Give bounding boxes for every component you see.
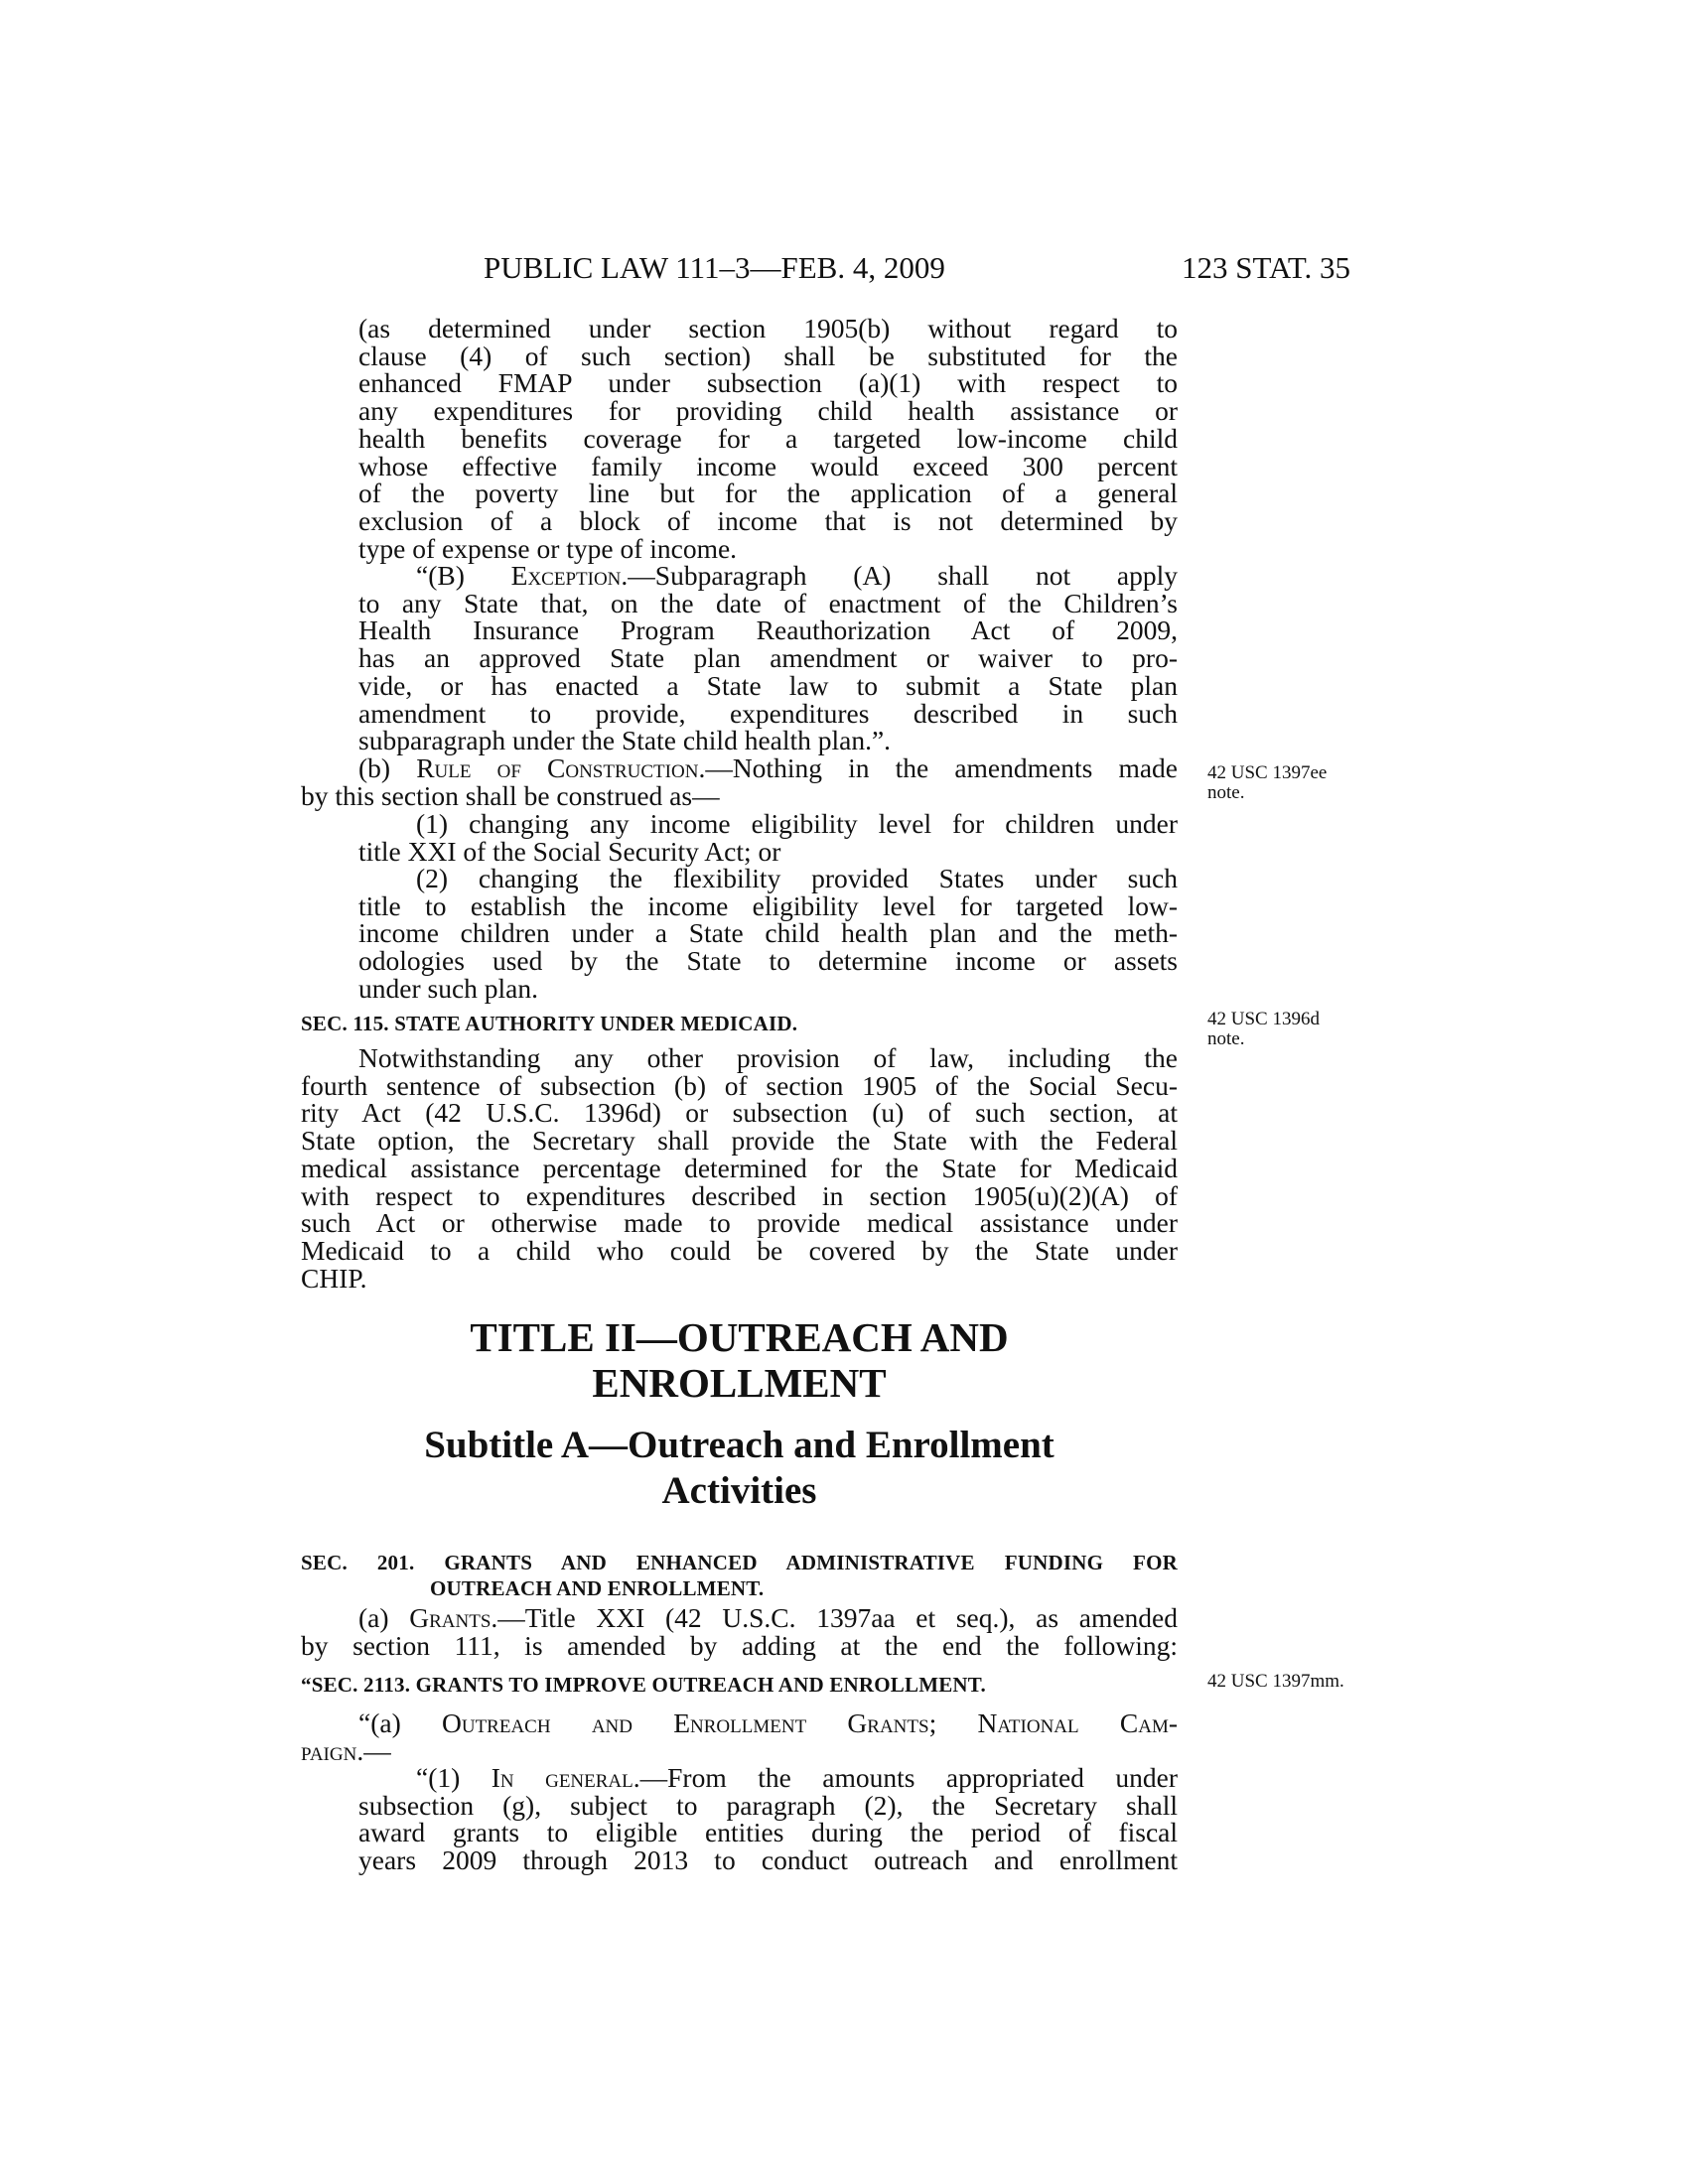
text-line: Health Insurance Program Reauthorization Act of 2009, <box>358 614 1178 646</box>
text-line: with respect to expenditures described in section 1905(u)(2)(A) of <box>301 1179 1178 1211</box>
text-line: type of expense or type of income. <box>358 532 738 564</box>
subsection-a-outreach-grants <box>301 1709 1178 1764</box>
page-number-stat: 123 STAT. 35 <box>1182 250 1351 285</box>
subtitle-line: Subtitle A—Outreach and Enrollment <box>424 1424 1055 1466</box>
text-line <box>358 562 1178 590</box>
subtitle-heading <box>301 1423 1178 1514</box>
text-line: health benefits coverage for a targeted low-income child <box>358 422 1178 454</box>
subsection-b-rule-of-construction <box>301 754 1178 809</box>
text-line: such Act or otherwise made to provide medical assistance under <box>301 1207 1178 1239</box>
title-heading <box>301 1314 1178 1406</box>
section-heading-line: OUTREACH AND ENROLLMENT. <box>430 1576 765 1600</box>
text-line: by section 111, is amended by adding at the end the following: <box>301 1629 1178 1661</box>
text-line: rity Act (42 U.S.C. 1396d) or subsection (u) of such section, at <box>301 1097 1178 1129</box>
section-115-body <box>301 1044 1178 1292</box>
margin-note-line: 42 USC 1397ee <box>1207 762 1328 783</box>
text-line: Medicaid to a child who could be covered by the State under <box>301 1234 1178 1266</box>
subsection-a-grants <box>301 1604 1178 1659</box>
text-line: (as determined under section 1905(b) without regard to <box>358 313 1178 343</box>
text-line: subparagraph under the State child health plan.”. <box>358 725 892 756</box>
margin-note-1396d <box>1207 1010 1320 1049</box>
text-line: (2) changing the flexibility provided States under such <box>416 863 1178 893</box>
margin-note-1397ee <box>1207 763 1327 803</box>
text-line <box>301 1604 1178 1632</box>
text-line: under such plan. <box>358 972 538 1004</box>
text-line: title XXI of the Social Security Act; or <box>358 835 781 867</box>
subtitle-line: Activities <box>661 1469 817 1512</box>
text-line: income children under a State child health plan and the meth- <box>358 917 1178 949</box>
text-run: .—Nothing in the amendments made <box>698 752 1178 783</box>
paragraph-a-continuation <box>301 315 1178 562</box>
text-line: by this section shall be construed as— <box>301 779 720 811</box>
title-line: TITLE II—OUTREACH AND <box>470 1314 1009 1360</box>
section-2113-heading-wrap <box>301 1672 1178 1700</box>
text-line: CHIP. <box>301 1262 367 1294</box>
margin-note-line: 42 USC 1397mm. <box>1207 1671 1344 1692</box>
text-line: exclusion of a block of income that is not determined by <box>358 504 1178 536</box>
paragraph-label: “(1) <box>416 1762 492 1793</box>
section-201-heading <box>301 1550 1178 1601</box>
paragraph-label: “(B) <box>416 560 511 591</box>
running-header-left: PUBLIC LAW 111–3—FEB. 4, 2009 <box>484 250 945 285</box>
text-line: years 2009 through 2013 to conduct outreach and enrollment <box>358 1844 1178 1876</box>
text-run: .—From the amounts appropriated under <box>633 1762 1178 1793</box>
paragraph-b-exception <box>301 562 1178 754</box>
section-heading: “SEC. 2113. GRANTS TO IMPROVE OUTREACH AND ENROLLMENT. <box>301 1673 986 1697</box>
text-line: odologies used by the State to determine income or assets <box>358 945 1178 977</box>
text-line: has an approved State plan amendment or waiver to pro- <box>358 642 1178 674</box>
text-line <box>301 1734 1178 1766</box>
subsection-label: (b) <box>358 752 417 783</box>
text-line: vide, or has enacted a State law to submit a State plan <box>358 669 1178 701</box>
paragraph-caption: In general <box>491 1762 633 1793</box>
subsection-caption: Grants <box>409 1602 492 1633</box>
text-line <box>301 754 1178 782</box>
text-line: enhanced FMAP under subsection (a)(1) with respect to <box>358 367 1178 399</box>
text-line: award grants to eligible entities during the period of fiscal <box>358 1817 1178 1848</box>
text-line: fourth sentence of subsection (b) of section 1905 of the Social Secu- <box>301 1069 1178 1101</box>
clause-2 <box>301 865 1178 1003</box>
text-line: Notwithstanding any other provision of law, including the <box>358 1042 1178 1073</box>
text-run: .—Subparagraph (A) shall not apply <box>621 560 1178 591</box>
subsection-label: “(a) <box>358 1707 442 1738</box>
subsection-caption: paign <box>301 1734 357 1766</box>
text-line: any expenditures for providing child health assistance or <box>358 395 1178 427</box>
text-line: of the poverty line but for the application of a general <box>358 478 1178 509</box>
subsection-caption: Outreach and Enrollment Grants; National Cam- <box>441 1707 1178 1738</box>
subsection-caption: Rule of Construction <box>416 752 699 783</box>
margin-note-line: note. <box>1207 1028 1245 1049</box>
text-line: clause (4) of such section) shall be substituted for the <box>358 340 1178 371</box>
text-line: amendment to provide, expenditures described in such <box>358 697 1178 729</box>
text-line: to any State that, on the date of enactment of the Children’s <box>358 587 1178 618</box>
title-line: ENROLLMENT <box>592 1360 887 1406</box>
text-line <box>301 1709 1178 1737</box>
margin-note-line: note. <box>1207 782 1245 803</box>
text-line: medical assistance percentage determined for the State for Medicaid <box>301 1152 1178 1183</box>
paragraph-caption: Exception <box>510 560 622 591</box>
section-heading: SEC. 115. STATE AUTHORITY UNDER MEDICAID. <box>301 1012 798 1035</box>
text-line: (1) changing any income eligibility level for children under <box>416 808 1178 839</box>
text-line: subsection (g), subject to paragraph (2), the Secretary shall <box>358 1789 1178 1821</box>
paragraph-1-in-general <box>301 1764 1178 1874</box>
margin-note-1397mm <box>1207 1672 1344 1692</box>
text-line: title to establish the income eligibility level for targeted low- <box>358 889 1178 921</box>
text-line: whose effective family income would exceed 300 percent <box>358 450 1178 481</box>
margin-note-line: 42 USC 1396d <box>1207 1009 1320 1029</box>
clause-1 <box>301 810 1178 865</box>
text-run: .— <box>356 1734 391 1766</box>
text-line <box>358 1764 1178 1792</box>
text-line: State option, the Secretary shall provide the State with the Federal <box>301 1125 1178 1157</box>
section-heading-line: SEC. 201. GRANTS AND ENHANCED ADMINISTRATIVE FUNDING FOR <box>301 1551 1178 1574</box>
section-115-heading-wrap <box>301 1011 1178 1038</box>
text-run: .—Title XXI (42 U.S.C. 1397aa et seq.), as amended <box>491 1602 1178 1633</box>
subsection-label: (a) <box>358 1602 410 1633</box>
